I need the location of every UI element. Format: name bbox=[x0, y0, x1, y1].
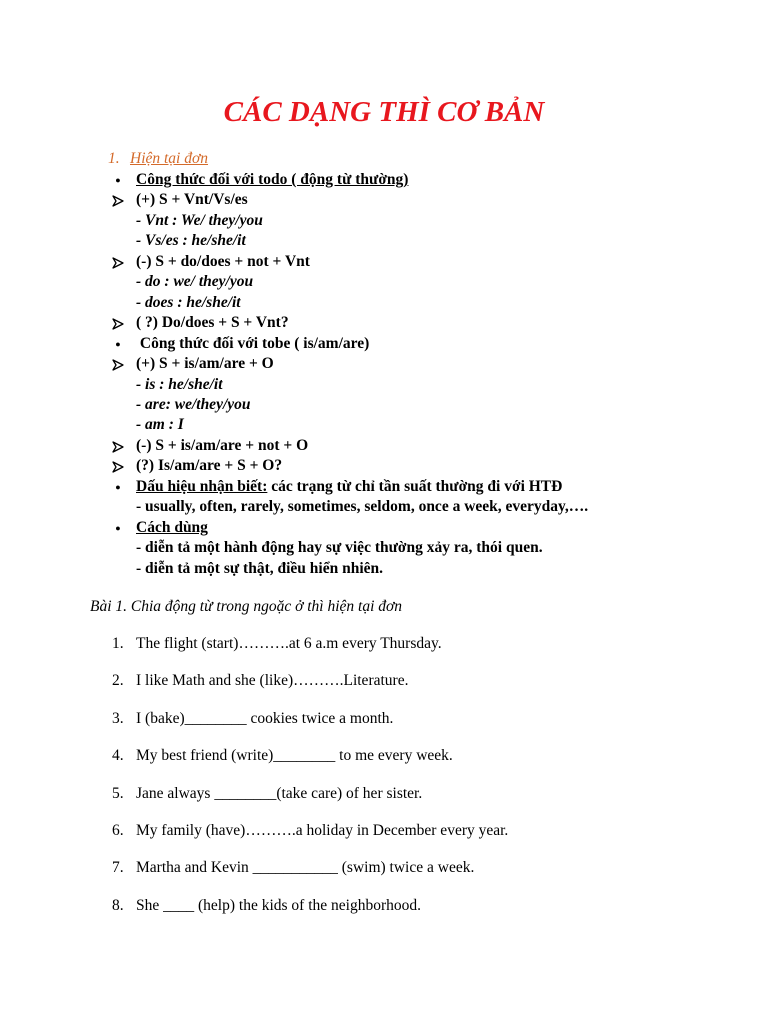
theory-line bbox=[136, 436, 308, 457]
exercise-item-text: My best friend (write)________ to me every week. bbox=[136, 747, 453, 765]
exercise-item bbox=[112, 821, 509, 841]
exercise-item bbox=[112, 858, 475, 878]
exercise-item bbox=[112, 671, 409, 691]
theory-line-text: - Vs/es : he/she/it bbox=[136, 232, 246, 250]
theory-line-label: Dấu hiệu nhận biết: bbox=[136, 477, 268, 495]
theory-line-text: Công thức đối với tobe ( is/am/are) bbox=[136, 334, 370, 352]
exercise-title: Bài 1. Chia động từ trong ngoặc ở thì hiện tại đơn bbox=[90, 598, 403, 615]
arrowhead-icon bbox=[109, 354, 127, 378]
theory-line bbox=[136, 190, 248, 211]
theory-line bbox=[115, 334, 370, 355]
theory-line bbox=[136, 293, 241, 314]
theory-line-text: các trạng từ chỉ tần suất thường đi với HTĐ bbox=[267, 477, 563, 495]
theory-line-text: (-) S + do/does + not + Vnt bbox=[136, 252, 310, 270]
theory-line bbox=[115, 477, 563, 498]
exercise-item-number: 8. bbox=[112, 896, 124, 914]
exercise-item-number: 1. bbox=[112, 635, 124, 652]
theory-line-text: - do : we/ they/you bbox=[136, 273, 254, 291]
section-number: 1. bbox=[108, 150, 120, 167]
theory-line bbox=[115, 518, 208, 539]
theory-line bbox=[136, 456, 282, 477]
exercise-item-number: 4. bbox=[112, 747, 124, 765]
page-title: CÁC DẠNG THÌ CƠ BẢN bbox=[223, 96, 545, 128]
exercise-item-text: She ____ (help) the kids of the neighborhood. bbox=[136, 896, 421, 914]
theory-line-text: - diễn tả một hành động hay sự việc thường xảy ra, thói quen. bbox=[136, 539, 543, 557]
exercise-item-number: 3. bbox=[112, 709, 124, 727]
theory-line-text: ( ?) Do/does + S + Vnt? bbox=[136, 314, 289, 332]
theory-line bbox=[136, 395, 251, 416]
exercise-item-text: Jane always ________(take care) of her sister. bbox=[136, 784, 423, 802]
arrowhead-icon bbox=[109, 190, 127, 214]
theory-line bbox=[136, 354, 274, 375]
theory-line-text: - does : he/she/it bbox=[136, 293, 241, 311]
exercise-item bbox=[112, 634, 442, 654]
section-heading bbox=[108, 149, 208, 169]
section-heading-text: Hiện tại đơn bbox=[130, 150, 209, 167]
theory-line bbox=[136, 252, 310, 273]
theory-line bbox=[115, 170, 409, 191]
theory-line-text: Công thức đối với todo ( động từ thường) bbox=[136, 171, 409, 188]
theory-line bbox=[136, 415, 184, 436]
bullet-icon: ● bbox=[115, 522, 121, 533]
theory-line-text: - is : he/she/it bbox=[136, 375, 223, 393]
theory-line-text: (+) S + is/am/are + O bbox=[136, 355, 274, 373]
exercise-item-number: 7. bbox=[112, 859, 124, 877]
exercise-item-text: The flight (start)……….at 6 a.m every Thursday. bbox=[136, 635, 442, 652]
theory-line-text: - diễn tả một sự thật, điều hiển nhiên. bbox=[136, 559, 384, 577]
exercise-item bbox=[112, 896, 421, 916]
theory-line-text: - usually, often, rarely, sometimes, seldom, once a week, everyday,…. bbox=[136, 498, 589, 516]
bullet-icon: ● bbox=[115, 481, 121, 492]
exercise-item-number: 5. bbox=[112, 784, 124, 802]
theory-line-text: (-) S + is/am/are + not + O bbox=[136, 436, 309, 454]
exercise-item-number: 2. bbox=[112, 672, 124, 690]
theory-line bbox=[136, 231, 246, 252]
exercise-item bbox=[112, 784, 423, 804]
theory-line bbox=[136, 497, 588, 518]
theory-line-text: (?) Is/am/are + S + O? bbox=[136, 457, 283, 475]
exercise-item-text: Martha and Kevin ___________ (swim) twice a week. bbox=[136, 859, 475, 877]
theory-line-text: - are: we/they/you bbox=[136, 395, 251, 413]
theory-line bbox=[136, 313, 289, 334]
theory-line-text: - am : I bbox=[136, 416, 184, 434]
exercise-item-text: I (bake)________ cookies twice a month. bbox=[136, 709, 394, 727]
theory-line-text: - Vnt : We/ they/you bbox=[136, 211, 263, 229]
bullet-icon: ● bbox=[115, 175, 121, 185]
theory-line bbox=[136, 272, 253, 293]
exercise-item-number: 6. bbox=[112, 822, 124, 839]
bullet-icon: ● bbox=[115, 338, 121, 349]
exercise-item bbox=[112, 746, 453, 766]
theory-line bbox=[136, 375, 223, 396]
theory-line bbox=[136, 559, 383, 580]
theory-line-text: (+) S + Vnt/Vs/es bbox=[136, 191, 248, 209]
arrowhead-icon bbox=[109, 252, 127, 276]
exercise-item bbox=[112, 709, 394, 729]
theory-line bbox=[136, 538, 543, 559]
exercise-item-text: My family (have)……….a holiday in December every year. bbox=[136, 822, 509, 839]
theory-line-text: Cách dùng bbox=[136, 518, 208, 536]
theory-line bbox=[136, 211, 263, 232]
exercise-item-text: I like Math and she (like)……….Literature. bbox=[136, 672, 409, 690]
